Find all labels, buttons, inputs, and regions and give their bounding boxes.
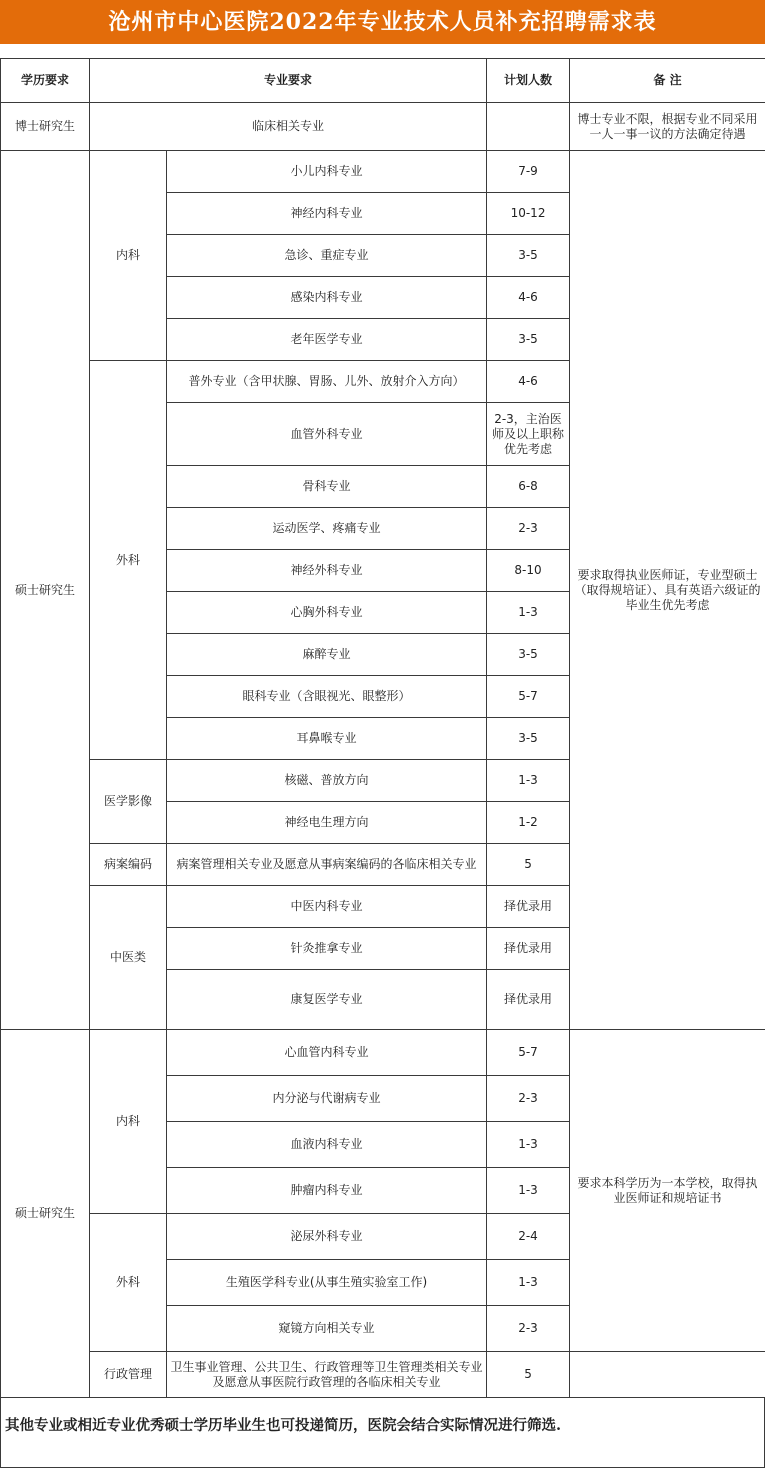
count-cell: 5-7 xyxy=(487,676,570,718)
major-cell: 窥镜方向相关专业 xyxy=(167,1306,487,1352)
major-cell: 泌尿外科专业 xyxy=(167,1214,487,1260)
count-cell: 4-6 xyxy=(487,361,570,403)
category-cell: 内科 xyxy=(90,151,167,361)
major-cell: 耳鼻喉专业 xyxy=(167,718,487,760)
count-cell: 5 xyxy=(487,1352,570,1398)
education-cell: 硕士研究生 xyxy=(1,1030,90,1398)
count-cell: 2-3，主治医师及以上职称优先考虑 xyxy=(487,403,570,466)
footer-note-box xyxy=(0,1398,765,1468)
major-cell: 针灸推拿专业 xyxy=(167,928,487,970)
major-cell: 普外专业（含甲状腺、胃肠、儿外、放射介入方向） xyxy=(167,361,487,403)
table-row xyxy=(1,151,765,193)
count-cell: 10-12 xyxy=(487,193,570,235)
category-cell: 外科 xyxy=(90,361,167,760)
table-row xyxy=(1,1352,765,1398)
remark-cell: 要求取得执业医师证，专业型硕士（取得规培证）、具有英语六级证的毕业生优先考虑 xyxy=(570,151,765,1030)
major-cell: 中医内科专业 xyxy=(167,886,487,928)
header-education: 学历要求 xyxy=(1,59,90,103)
major-cell: 感染内科专业 xyxy=(167,277,487,319)
education-cell: 硕士研究生 xyxy=(1,151,90,1030)
major-cell: 康复医学专业 xyxy=(167,970,487,1030)
count-cell: 7-9 xyxy=(487,151,570,193)
count-cell: 5 xyxy=(487,844,570,886)
count-cell: 1-3 xyxy=(487,760,570,802)
count-cell xyxy=(487,103,570,151)
remark-cell: 要求本科学历为一本学校，取得执业医师证和规培证书 xyxy=(570,1030,765,1352)
count-cell: 1-3 xyxy=(487,1260,570,1306)
remark-cell: 博士专业不限，根据专业不同采用一人一事一议的方法确定待遇 xyxy=(570,103,765,151)
count-cell: 2-3 xyxy=(487,1076,570,1122)
count-cell: 2-4 xyxy=(487,1214,570,1260)
major-cell: 老年医学专业 xyxy=(167,319,487,361)
category-cell: 病案编码 xyxy=(90,844,167,886)
major-cell: 运动医学、疼痛专业 xyxy=(167,508,487,550)
major-cell: 血液内科专业 xyxy=(167,1122,487,1168)
table-row xyxy=(1,1030,765,1076)
major-cell: 心胸外科专业 xyxy=(167,592,487,634)
category-cell: 行政管理 xyxy=(90,1352,167,1398)
major-cell: 肿瘤内科专业 xyxy=(167,1168,487,1214)
count-cell: 5-7 xyxy=(487,1030,570,1076)
count-cell: 3-5 xyxy=(487,235,570,277)
count-cell: 4-6 xyxy=(487,277,570,319)
count-cell: 3-5 xyxy=(487,718,570,760)
category-cell: 外科 xyxy=(90,1214,167,1352)
major-cell: 神经外科专业 xyxy=(167,550,487,592)
major-cell: 心血管内科专业 xyxy=(167,1030,487,1076)
major-cell: 麻醉专业 xyxy=(167,634,487,676)
header-count: 计划人数 xyxy=(487,59,570,103)
major-cell: 卫生事业管理、公共卫生、行政管理等卫生管理类相关专业及愿意从事医院行政管理的各临床相关专业 xyxy=(167,1352,487,1398)
count-cell: 6-8 xyxy=(487,466,570,508)
count-cell: 择优录用 xyxy=(487,970,570,1030)
count-cell: 1-2 xyxy=(487,802,570,844)
major-cell: 骨科专业 xyxy=(167,466,487,508)
major-cell: 血管外科专业 xyxy=(167,403,487,466)
category-cell: 内科 xyxy=(90,1030,167,1214)
major-cell: 神经电生理方向 xyxy=(167,802,487,844)
major-cell: 核磁、普放方向 xyxy=(167,760,487,802)
major-cell: 临床相关专业 xyxy=(90,103,487,151)
count-cell: 2-3 xyxy=(487,1306,570,1352)
count-cell: 1-3 xyxy=(487,592,570,634)
footer-note: 其他专业或相近专业优秀硕士学历毕业生也可投递简历，医院会结合实际情况进行筛选. xyxy=(5,1417,562,1434)
major-cell: 眼科专业（含眼视光、眼整形） xyxy=(167,676,487,718)
major-cell: 小儿内科专业 xyxy=(167,151,487,193)
page-title: 沧州市中心医院2022年专业技术人员补充招聘需求表 xyxy=(0,0,765,44)
count-cell: 3-5 xyxy=(487,319,570,361)
major-cell: 内分泌与代谢病专业 xyxy=(167,1076,487,1122)
category-cell: 医学影像 xyxy=(90,760,167,844)
count-cell: 1-3 xyxy=(487,1122,570,1168)
education-cell: 博士研究生 xyxy=(1,103,90,151)
header-major: 专业要求 xyxy=(90,59,487,103)
count-cell: 择优录用 xyxy=(487,886,570,928)
count-cell: 2-3 xyxy=(487,508,570,550)
category-cell: 中医类 xyxy=(90,886,167,1030)
remark-cell-empty xyxy=(570,1352,765,1398)
header-row xyxy=(1,59,765,103)
table-row xyxy=(1,103,765,151)
major-cell: 急诊、重症专业 xyxy=(167,235,487,277)
header-remark: 备 注 xyxy=(570,59,765,103)
major-cell: 病案管理相关专业及愿意从事病案编码的各临床相关专业 xyxy=(167,844,487,886)
count-cell: 8-10 xyxy=(487,550,570,592)
major-cell: 神经内科专业 xyxy=(167,193,487,235)
count-cell: 择优录用 xyxy=(487,928,570,970)
recruitment-table xyxy=(0,58,765,1398)
count-cell: 1-3 xyxy=(487,1168,570,1214)
count-cell: 3-5 xyxy=(487,634,570,676)
major-cell: 生殖医学科专业(从事生殖实验室工作) xyxy=(167,1260,487,1306)
